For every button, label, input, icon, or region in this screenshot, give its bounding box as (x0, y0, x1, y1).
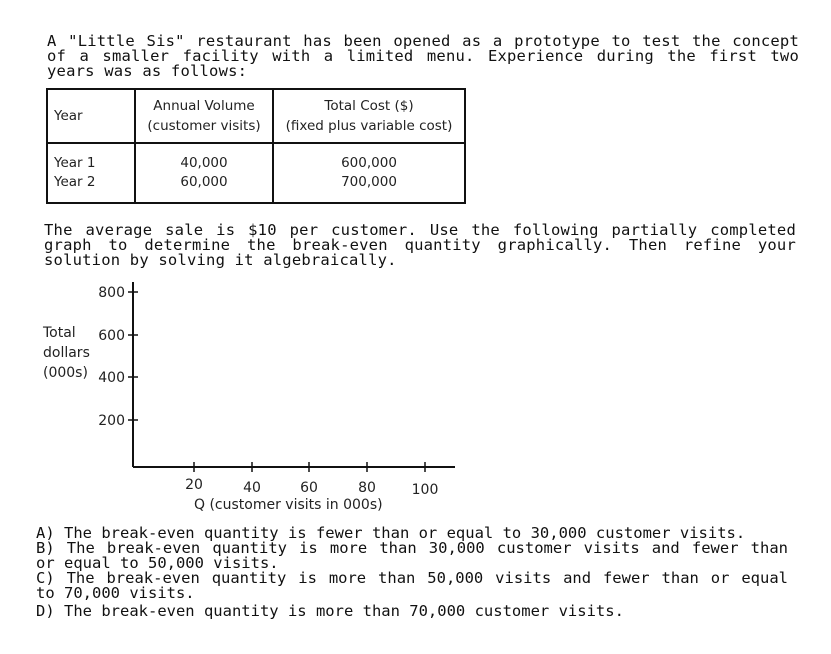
x-tick-label: 20 (185, 477, 203, 493)
option-line: A) The break-even quantity is fewer than or equal to 30,000 customer visits. (36, 524, 746, 542)
intro-line: of a smaller facility with a limited menu. Experience during the first two (47, 47, 799, 65)
header-year-label: Year (54, 108, 83, 124)
option-line: or equal to 50,000 visits. (36, 554, 279, 572)
x-axis-caption: Q (customer visits in 000s) (194, 497, 383, 513)
option-line: B) The break-even quantity is more than 30,000 customer visits and fewer than (36, 539, 788, 557)
y-tick-label: 400 (98, 370, 125, 386)
task-line: solution by solving it algebraically. (44, 251, 397, 269)
volume-value: 60,000 (180, 174, 228, 190)
y-axis-label-line: dollars (43, 345, 90, 361)
intro-line: A "Little Sis" restaurant has been opened as a prototype to test the concept (47, 32, 799, 50)
header-cost-line1: Total Cost ($) (324, 98, 414, 114)
option-d[interactable] (36, 604, 788, 619)
option-b[interactable] (36, 541, 788, 571)
option-c[interactable] (36, 571, 788, 601)
x-tick-label: 80 (358, 480, 376, 496)
y-tick-label: 800 (98, 285, 125, 301)
y-tick-label: 200 (98, 413, 125, 429)
answer-options (36, 524, 788, 619)
cost-value: 700,000 (341, 174, 397, 190)
option-line: C) The break-even quantity is more than 50,000 visits and fewer than or equal (36, 569, 788, 587)
header-cost-line2: (fixed plus variable cost) (285, 118, 453, 134)
x-tick-label: 100 (411, 482, 439, 498)
y-axis-label-line: Total (43, 325, 76, 341)
year-value: Year 1 (54, 155, 96, 171)
header-volume-line1: Annual Volume (153, 98, 255, 114)
x-tick-label: 40 (243, 480, 261, 496)
x-tick-label: 60 (300, 480, 318, 496)
task-line: graph to determine the break-even quantity graphically. Then refine your (44, 236, 796, 254)
y-tick-label: 600 (98, 328, 125, 344)
intro-line: years was as follows: (47, 62, 248, 80)
volume-value: 40,000 (180, 155, 228, 171)
y-axis-label-line: (000s) (43, 365, 88, 381)
header-volume-line2: (customer visits) (147, 118, 261, 134)
option-line: to 70,000 visits. (36, 584, 195, 602)
option-line: D) The break-even quantity is more than 70,000 customer visits. (36, 602, 624, 620)
year-value: Year 2 (54, 174, 96, 190)
task-line: The average sale is $10 per customer. Use the following partially completed (44, 221, 796, 239)
cost-value: 600,000 (341, 155, 397, 171)
